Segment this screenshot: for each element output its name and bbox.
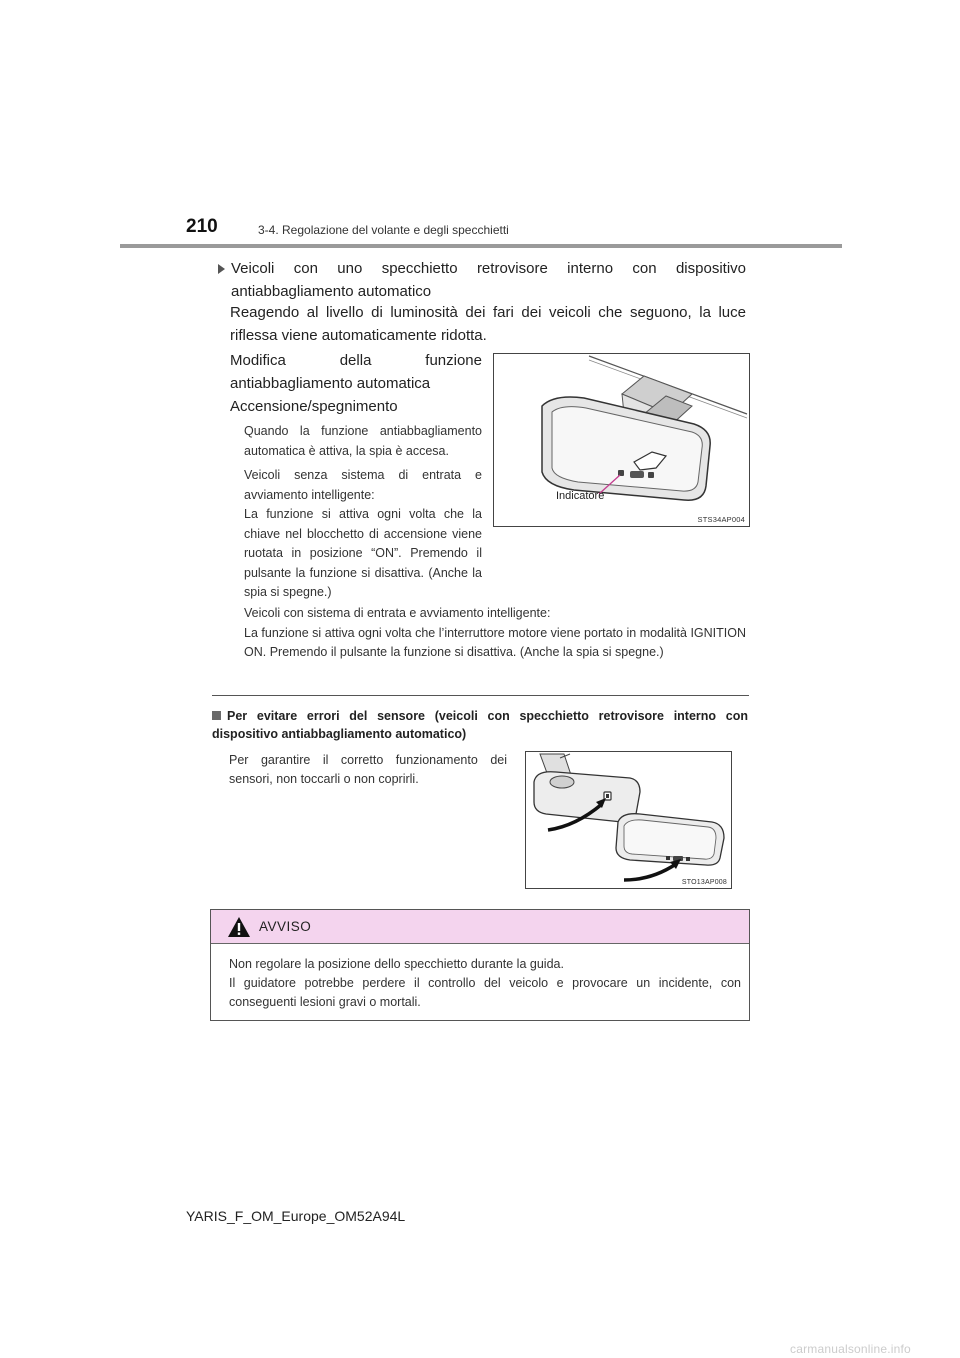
sensor-section-heading-text: Per evitare errori del sensore (veicoli con specchietto retrovisore interno con dispositivo antiabbagliamento automatico)	[212, 709, 748, 741]
note-with-smart-entry-text: La funzione si attiva ogni volta che l’interruttore motore viene portato in modalità IGNITION ON. Premendo il pulsante la funzione si disattiva. (Anche la spia si spegne.)	[244, 625, 746, 659]
accensione-label: Accensione/spegnimento	[230, 398, 398, 415]
mirror-figure	[493, 353, 750, 527]
sensor-figure	[525, 751, 732, 889]
modifica-word-3: funzione	[425, 352, 482, 369]
warning-box	[210, 909, 750, 1021]
header-rule	[120, 244, 842, 248]
modifica-word-1: Modifica	[230, 352, 286, 369]
mirror-illustration	[494, 354, 749, 526]
figure-caption-indicator: Indicatore	[556, 490, 605, 502]
item-heading-text: Veicoli con uno specchietto retrovisore interno con dispositivo antiabbagliamento automatico	[231, 260, 746, 300]
note-without-smart-entry-text: La funzione si attiva ogni volta che la chiave nel blocchetto di accensione viene ruotata in posizione “ON”. Premendo il pulsante la funzione si disattiva. (Anche la spia si spegne.)	[244, 507, 482, 599]
warning-header	[211, 910, 749, 944]
note-with-smart-entry	[244, 604, 746, 663]
note-indicator-on: Quando la funzione antiabbagliamento automatica è attiva, la spia è accesa.	[244, 424, 482, 458]
watermark: carmanualsonline.info	[790, 1342, 911, 1356]
note-without-smart-entry-title: Veicoli senza sistema di entrata e avviamento intelligente:	[244, 468, 482, 502]
intro-paragraph: Reagendo al livello di luminosità dei fari dei veicoli che seguono, la luce riflessa viene automaticamente ridotta.	[230, 304, 746, 344]
sensor-section-heading	[212, 707, 748, 743]
figure-code: STO13AP008	[681, 879, 727, 886]
warning-triangle-icon	[227, 916, 251, 938]
modifica-heading	[230, 349, 482, 395]
warning-title: AVVISO	[259, 919, 312, 934]
warning-line-1: Non regolare la posizione dello specchietto durante la guida.	[229, 957, 564, 971]
section-divider	[212, 695, 749, 696]
triangle-bullet-icon	[218, 264, 225, 274]
footer-doc-id: YARIS_F_OM_Europe_OM52A94L	[186, 1208, 406, 1224]
modifica-line-2: antiabbagliamento automatica	[230, 375, 431, 392]
figure-code: STS34AP004	[697, 515, 745, 524]
note-with-smart-entry-title: Veicoli con sistema di entrata e avviamento intelligente:	[244, 606, 551, 620]
section-title: 3-4. Regolazione del volante e degli specchietti	[258, 223, 509, 237]
item-heading	[218, 257, 746, 303]
page-number: 210	[186, 216, 218, 237]
warning-body	[229, 955, 741, 1012]
modifica-word-2: della	[339, 352, 372, 369]
sensor-illustration	[526, 752, 731, 888]
warning-line-2: Il guidatore potrebbe perdere il controllo del veicolo e provocare un incidente, con conseguenti lesioni gravi o mortali.	[229, 976, 741, 1009]
square-bullet-icon	[212, 711, 221, 720]
note-without-smart-entry	[244, 466, 482, 603]
sensor-paragraph: Per garantire il corretto funzionamento dei sensori, non toccarli o non coprirli.	[229, 753, 507, 786]
